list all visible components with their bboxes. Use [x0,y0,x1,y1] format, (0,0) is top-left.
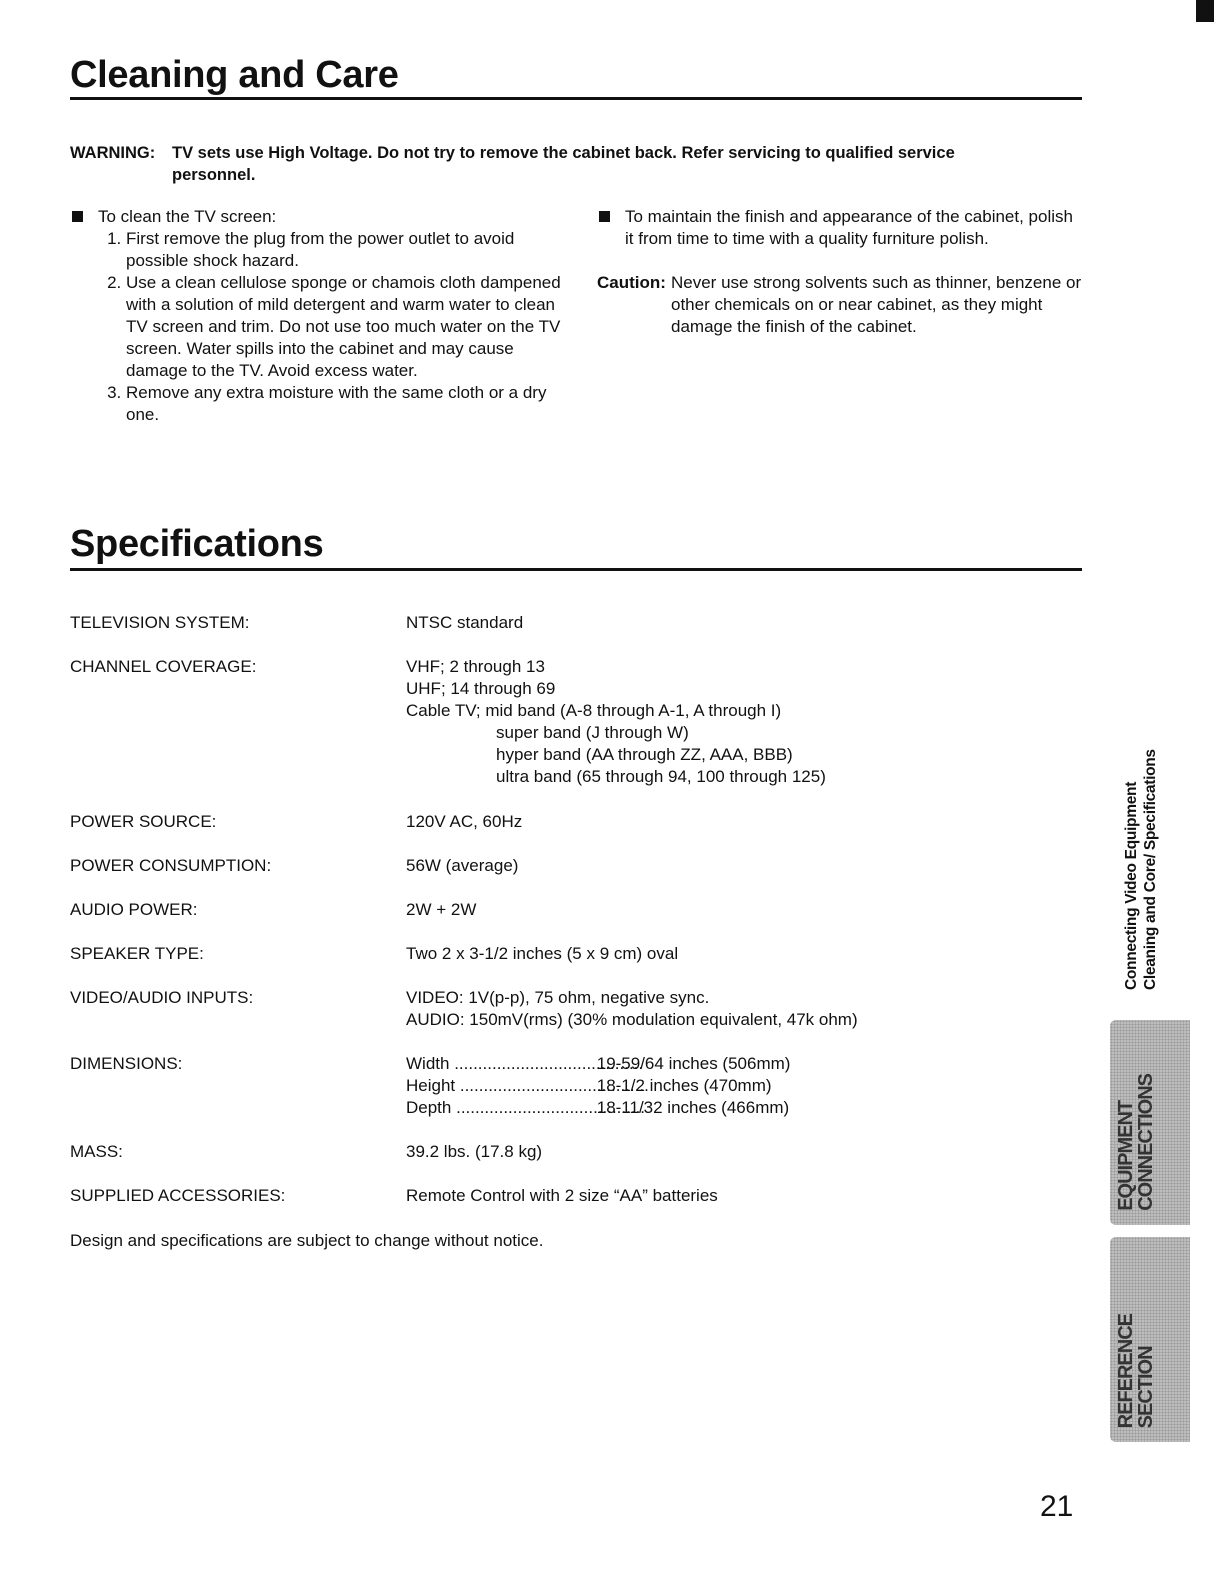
step: 2. Use a clean cellulose sponge or chamois cloth dampened with a solution of mild detergent and warm water to clean TV screen and trim. Do not use too much water on the TV screen. Water spills into the cabinet and may cause damage to the TV. Avoid excess water. [126,272,565,382]
spec-value-line: ultra band (65 through 94, 100 through 125) [496,767,826,786]
page-edge-marker [1196,0,1214,22]
step: 1. First remove the plug from the power outlet to avoid possible shock hazard. [126,228,565,272]
dimension-line [406,1053,790,1075]
specs-title: Specifications [70,523,324,565]
spec-value-line: super band (J through W) [496,723,689,742]
spec-value-line: hyper band (AA through ZZ, AAA, BBB) [496,745,793,764]
spec-value [406,987,858,1031]
spec-value-line: 56W (average) [406,856,519,875]
spec-label: POWER CONSUMPTION: [70,856,272,875]
tab-line: REFERENCE [1115,1313,1137,1428]
spec-value-line: Cable TV; mid band (A-8 through A-1, A through I) [406,701,782,720]
spec-value [406,943,678,965]
spec-label: SPEAKER TYPE: [70,944,204,963]
caution-text: Never use strong solvents such as thinner, benzene or other chemicals on or near cabinet, as they might damage the finish of the cabinet. [671,273,1082,336]
spec-value [406,612,523,634]
tab-reference-section[interactable] [1110,1237,1190,1442]
warning-text: TV sets use High Voltage. Do not try to remove the cabinet back. Refer servicing to qualified service [172,144,955,162]
spec-value [406,1141,542,1163]
spec-value-line: Remote Control with 2 size “AA” batteries [406,1186,718,1205]
spec-value [406,899,476,921]
specs-note: Design and specifications are subject to change without notice. [70,1231,544,1250]
page-number: 21 [1040,1490,1074,1523]
spec-label: AUDIO POWER: [70,900,198,919]
spec-value-line: 2W + 2W [406,900,477,919]
section-line: Connecting Video Equipment [1123,781,1140,990]
spec-value [406,1053,790,1119]
cleaning-steps [70,228,565,426]
dimension-value: 18-1/2 inches (470mm) [596,1076,772,1095]
tab-line: EQUIPMENT [1115,1101,1137,1211]
spec-label: VIDEO/AUDIO INPUTS: [70,988,254,1007]
specs-rule [70,568,1082,571]
spec-value-line: NTSC standard [406,613,524,632]
caution-label: Caution: [597,273,666,292]
spec-label: SUPPLIED ACCESSORIES: [70,1186,286,1205]
warning-label: WARNING: [70,144,156,162]
spec-label: TELEVISION SYSTEM: [70,613,250,632]
tab-line: CONNECTIONS [1135,1074,1157,1211]
dimension-label: Depth ........................................ [406,1098,646,1117]
spec-value [406,1185,718,1207]
section-line: Cleaning and Core/ Specifications [1142,749,1159,990]
dimension-value: 18-11/32 inches (466mm) [596,1098,790,1117]
cleaning-left-column [70,206,565,426]
current-section-label [1122,700,1162,990]
dimension-line [406,1075,790,1097]
warning [70,142,1050,186]
spec-value-line: VHF; 2 through 13 [406,657,545,676]
spec-value [406,855,518,877]
cleaning-title: Cleaning and Care [70,54,399,96]
spec-label: POWER SOURCE: [70,812,217,831]
warning-cont: personnel. [172,166,256,184]
dimension-line [406,1097,790,1119]
spec-value-line: AUDIO: 150mV(rms) (30% modulation equivalent, 47k ohm) [406,1010,858,1029]
spec-label: DIMENSIONS: [70,1054,183,1073]
dimension-value: 19-59/64 inches (506mm) [596,1054,791,1073]
spec-value-line: 120V AC, 60Hz [406,812,523,831]
spec-value [406,811,522,833]
dimension-label: Height ........................................ [406,1076,649,1095]
spec-value-line: UHF; 14 through 69 [406,679,556,698]
spec-value-line: 39.2 lbs. (17.8 kg) [406,1142,543,1161]
spec-value-line: Two 2 x 3-1/2 inches (5 x 9 cm) oval [406,944,679,963]
cleaning-right-column [597,206,1082,338]
cabinet-bullet: To maintain the finish and appearance of the cabinet, polish it from time to time with a quality furniture polish. [597,206,1082,250]
step: 3. Remove any extra moisture with the same cloth or a dry one. [126,382,565,426]
tab-line: SECTION [1135,1346,1157,1428]
spec-label: CHANNEL COVERAGE: [70,657,257,676]
screen-bullet: To clean the TV screen: [70,206,565,228]
title-rule [70,97,1082,100]
spec-label: MASS: [70,1142,123,1161]
spec-value-line: VIDEO: 1V(p-p), 75 ohm, negative sync. [406,988,710,1007]
spec-value [406,656,826,788]
tab-equipment-connections[interactable] [1110,1020,1190,1225]
dimension-label: Width ........................................ [406,1054,644,1073]
caution [597,272,1082,338]
